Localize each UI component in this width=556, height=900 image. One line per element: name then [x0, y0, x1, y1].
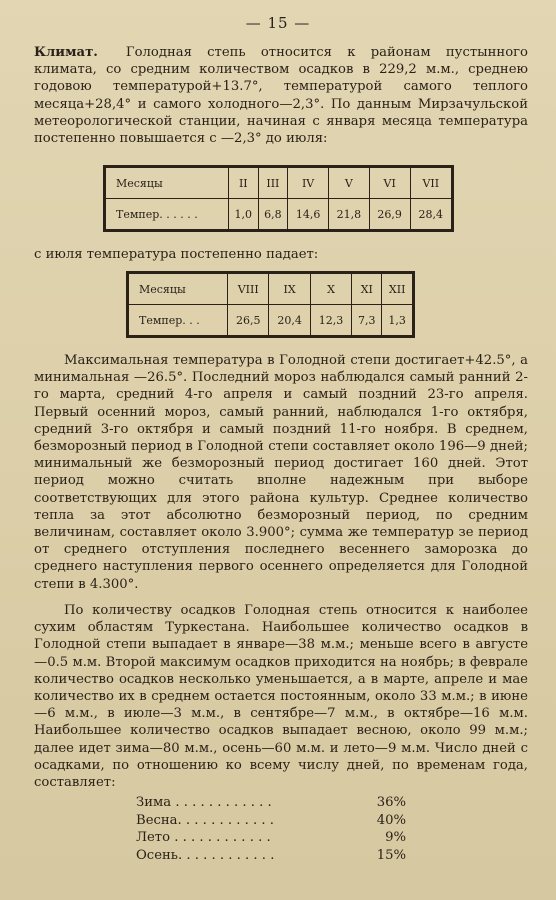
intro-text: Голодная степь относится к районам пустынного климата, со средним количеством осадков в 229,2 м.м., среднею годовою температурой+13.7°, температурой самого теплого месяца+28,4° и самого холодного—2,3°. По данным Мирзачульской метеорологической станции, начиная с января месяца температура постепенно повышается с —2,3° до июля:	[34, 45, 528, 147]
month-cell: III	[258, 167, 288, 199]
section-heading: Климат.	[34, 45, 98, 60]
month-cell: VII	[410, 167, 452, 199]
season-name: Зима . . . . . . . . . . . .	[136, 795, 272, 810]
between-tables-text: с июля температура постепенно падает:	[34, 247, 319, 262]
page-number: — 15 —	[245, 14, 311, 32]
season-percent: 15%	[376, 847, 406, 863]
temp-cell: 21,8	[328, 199, 369, 231]
season-name: Весна. . . . . . . . . . . .	[136, 812, 274, 828]
season-name: Лето . . . . . . . . . . . .	[136, 830, 271, 846]
month-cell: VI	[369, 167, 410, 199]
season-name: Осень. . . . . . . . . . . .	[136, 847, 275, 863]
month-cell: X	[310, 273, 351, 305]
temp-cell: 1,0	[229, 199, 259, 231]
month-cell: IV	[288, 167, 329, 199]
month-cell: XI	[352, 273, 382, 305]
temp-cell: 6,8	[258, 199, 288, 231]
temp-cell: 28,4	[410, 199, 452, 231]
season-percent: 9%	[385, 830, 406, 846]
temp-cell: 7,3	[352, 305, 382, 337]
list-item	[136, 829, 436, 847]
temperature-table-aug-dec	[126, 271, 415, 338]
temperature-table-jan-jul	[103, 165, 454, 232]
temp-cell: 12,3	[310, 305, 351, 337]
month-cell: IX	[269, 273, 310, 305]
month-cell: V	[328, 167, 369, 199]
frost-paragraph: Максимальная температура в Голодной степи достигает+42.5°, а минимальная —26.5°. Последний мороз наблюдался самый ранний 2-го марта, средний 4-го апреля и самый поздний 23-го апреля. Первый осенний мороз, самый ранний, наблюдался 1-го октября, средний 3-го октября и самый поздний 11-го ноября. В среднем, безморозный период в Голодной степи составляет около 196—9 дней; минимальный же безморозный период достигает 160 дней. Этот период можно считать вполне надежным при выборе соответствующих для этого района культур. Среднее количество тепла за этот абсолютно безморозный период, по средним величинам, составляет около 3.900°; сумма же температур зе период от среднего отступления последнего весеннего заморозка до среднего наступления первого осеннего определяется для Голодной степи в 4.300°.	[34, 353, 528, 592]
season-percent: 36%	[376, 795, 406, 810]
list-item	[136, 847, 436, 865]
row-header-temp: Темпер. . .	[128, 305, 228, 337]
table-row	[128, 273, 414, 305]
temp-cell: 26,5	[228, 305, 269, 337]
temp-cell: 14,6	[288, 199, 329, 231]
list-item	[136, 794, 436, 812]
season-percent: 40%	[376, 812, 406, 828]
list-item	[136, 812, 436, 830]
row-header-temp: Темпер. . . . . .	[105, 199, 229, 231]
temp-cell: 26,9	[369, 199, 410, 231]
temp-cell: 20,4	[269, 305, 310, 337]
row-header-months: Месяцы	[128, 273, 228, 305]
row-header-months: Месяцы	[105, 167, 229, 199]
month-cell: II	[229, 167, 259, 199]
climate-intro-paragraph	[34, 44, 528, 147]
precipitation-paragraph: По количеству осадков Голодная степь относится к наиболее сухим областям Туркестана. Наибольшее количество осадков в Голодной степи выпадает в январе—38 м.м.; меньше всего в августе—0.5 м.м. Второй максимум осадков приходится на ноябрь; в феврале количество осадков несколько уменьшается, а в марте, апреле и мае количество их в среднем остается постоянным, около 33 м.м.; в июне—6 м.м., в июле—3 м.м., в сентябре—7 м.м., в октябре—16 м.м. Наибольшее количество осадков выпадает весною, около 99 м.м.; далее идет зима—80 м.м., осень—60 м.м. и лето—9 м.м. Число дней с осадками, по отношению ко всему числу дней, по временам года, составляет:	[34, 603, 528, 791]
table-row	[105, 167, 453, 199]
table-row	[105, 199, 453, 231]
temp-cell: 1,3	[382, 305, 414, 337]
table-row	[128, 305, 414, 337]
seasons-precipitation-days-list	[136, 794, 436, 864]
month-cell: VIII	[228, 273, 269, 305]
month-cell: XII	[382, 273, 414, 305]
